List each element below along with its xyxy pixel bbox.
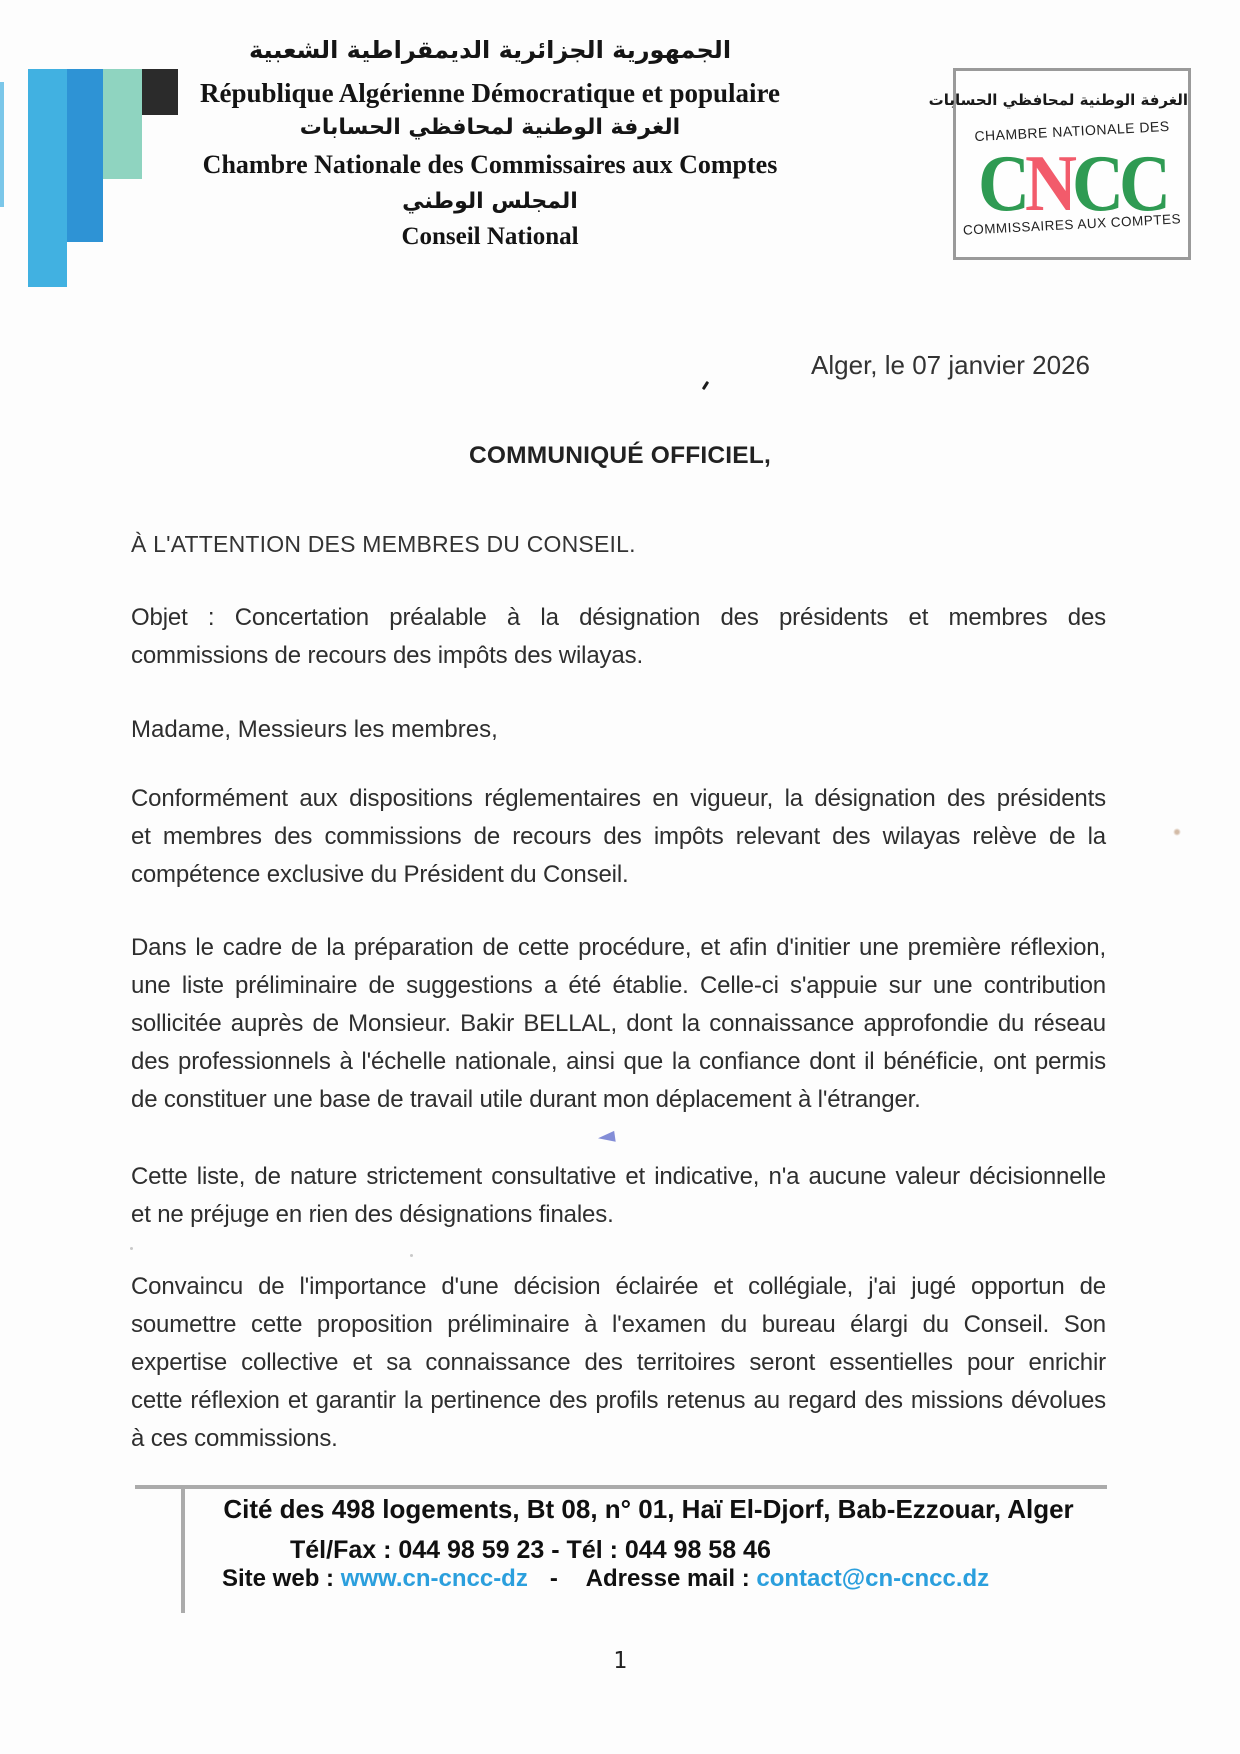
body-line: et membres des commissions de recours des impôts relevant des wilayas relève de la (131, 823, 1106, 850)
page-number: 1 (613, 1648, 627, 1674)
chamber-line: Chambre Nationale des Commissaires aux Comptes (202, 150, 778, 179)
body-line: sollicitée auprès de Monsieur. Bakir BELLAL, dont la connaissance approfondie du réseau (131, 1010, 1106, 1037)
date-line: Alger, le 07 janvier 2026 (811, 350, 1090, 380)
arabic-council-line: المجلس الوطني (402, 189, 578, 214)
mail-link: contact@cn-cncc.dz (756, 1565, 990, 1592)
footer-address: Cité des 498 logements, Bt 08, n° 01, Haï El-Djorf, Bab-Ezzouar, Alger (223, 1494, 1074, 1524)
cncc-logo-bottom-text: COMMISSAIRES AUX COMPTES (962, 211, 1182, 238)
body-line: Cette liste, de nature strictement consultative et indicative, n'a aucune valeur décisionnelle (131, 1163, 1106, 1190)
paragraph-objet (131, 599, 1106, 675)
salutation-line: Madame, Messieurs les membres, (131, 716, 498, 743)
body-line: à ces commissions. (131, 1425, 338, 1452)
body-line: des professionnels à l'échelle nationale, ainsi que la confiance dont il bénéficie, ont permis (131, 1048, 1106, 1075)
cncc-logo-arabic-text: الغرفة الوطنية لمحافظي الحسابات (928, 91, 1188, 109)
body-line: Dans le cadre de la préparation de cette procédure, et afin d'initier une première réflexion, (131, 934, 1106, 961)
body-line: commissions de recours des impôts des wilayas. (131, 642, 643, 669)
footer-horizontal-rule (135, 1485, 1107, 1489)
attention-line: À L'ATTENTION DES MEMBRES DU CONSEIL. (131, 531, 636, 557)
body-line: Objet : Concertation préalable à la désignation des présidents et membres des (131, 604, 1106, 631)
cncc-logo (928, 68, 1191, 260)
paragraph-3 (131, 1158, 1106, 1234)
body-line: cette réflexion et garantir la pertinence des profils retenus au regard des missions dévolues (131, 1387, 1106, 1414)
body-line: Conformément aux dispositions réglementaires en vigueur, la désignation des présidents (131, 785, 1106, 812)
body-line: compétence exclusive du Président du Conseil. (131, 861, 629, 888)
republic-line: République Algérienne Démocratique et populaire (200, 78, 780, 108)
cncc-letter-c1: C (978, 138, 1025, 228)
footer-phone: Tél/Fax : 044 98 59 23 - Tél : 044 98 58 46 (290, 1536, 771, 1564)
body-line: Convaincu de l'importance d'une décision éclairée et collégiale, j'ai jugé opportun de (131, 1273, 1106, 1300)
scan-speck (1173, 828, 1181, 836)
body-line: soumettre cette proposition préliminaire à l'examen du bureau élargi du Conseil. Son (131, 1311, 1106, 1338)
paragraph-4 (131, 1268, 1106, 1458)
cncc-letter-c3: C (1119, 138, 1166, 228)
body-line: une liste préliminaire de suggestions a été établie. Celle-ci s'appuie sur une contribution (131, 972, 1106, 999)
cncc-letter-c2: C (1072, 138, 1119, 228)
mail-label: Adresse mail : (585, 1565, 750, 1592)
website-label: Site web : (222, 1565, 335, 1592)
scan-speck (702, 381, 709, 390)
decoration-bar-2 (67, 69, 103, 242)
footer-vertical-rule (181, 1485, 185, 1613)
body-line: expertise collective et sa connaissance des territoires seront essentielles pour enrichir (131, 1349, 1106, 1376)
arabic-republic-line: الجمهورية الجزائرية الديمقراطية الشعبية (248, 36, 732, 64)
cncc-logo-top-text: CHAMBRE NATIONALE DES (974, 117, 1170, 145)
council-line: Conseil National (401, 223, 579, 250)
footer-separator: - (549, 1565, 558, 1592)
decoration-bar-1 (28, 69, 67, 287)
scan-speck (130, 1247, 133, 1250)
document-title: COMMUNIQUÉ OFFICIEL, (468, 442, 772, 469)
website-link: www.cn-cncc-dz (340, 1565, 528, 1592)
footer-web-line (222, 1565, 989, 1593)
arabic-chamber-line: الغرفة الوطنية لمحافظي الحسابات (299, 115, 681, 140)
paragraph-2 (131, 929, 1106, 1119)
body-line: de constituer une base de travail utile durant mon déplacement à l'étranger. (131, 1086, 921, 1113)
body-line: et ne préjuge en rien des désignations finales. (131, 1201, 614, 1228)
scan-speck-blue (597, 1131, 615, 1144)
scan-speck (410, 1254, 413, 1257)
scan-edge-artifact (0, 82, 4, 207)
cncc-letter-n: N (1025, 138, 1072, 228)
paragraph-1 (131, 780, 1106, 894)
